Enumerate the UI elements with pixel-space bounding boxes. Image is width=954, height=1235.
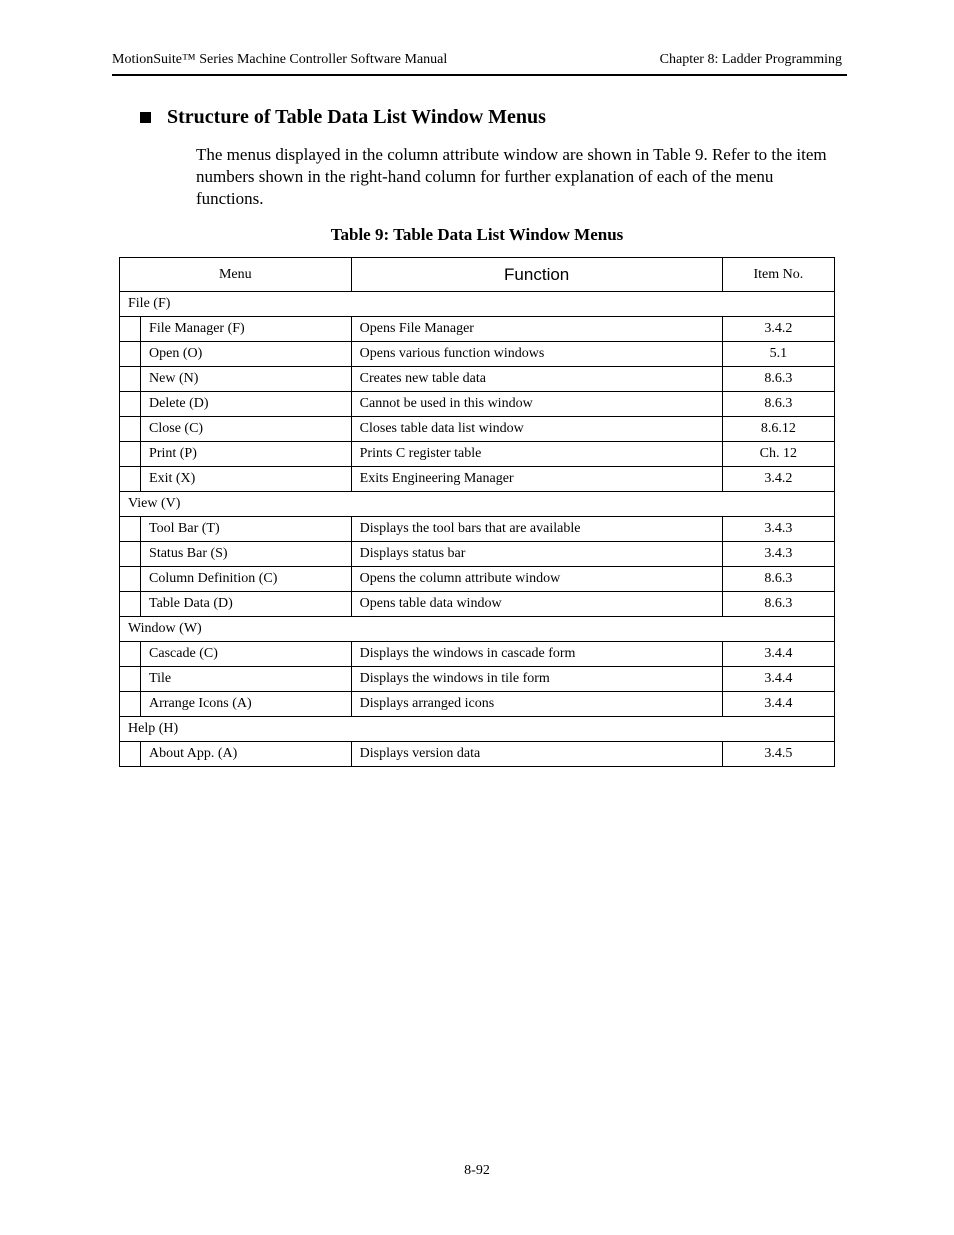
column-header-function: Function xyxy=(351,258,722,292)
header-manual-title: MotionSuite™ Series Machine Controller Software Manual xyxy=(112,52,448,67)
indent-cell xyxy=(120,342,141,367)
menu-item-label: Tool Bar (T) xyxy=(141,517,352,542)
menu-group-label: Help (H) xyxy=(120,717,835,742)
item-number: 8.6.3 xyxy=(722,567,834,592)
menu-item-label: Status Bar (S) xyxy=(141,542,352,567)
function-description: Exits Engineering Manager xyxy=(351,467,722,492)
header-chapter: Chapter 8: Ladder Programming xyxy=(659,52,842,67)
item-number: 8.6.3 xyxy=(722,392,834,417)
item-number: 8.6.3 xyxy=(722,367,834,392)
table-row xyxy=(120,592,835,617)
function-description: Closes table data list window xyxy=(351,417,722,442)
table-caption: Table 9: Table Data List Window Menus xyxy=(330,225,624,244)
function-description: Displays arranged icons xyxy=(351,692,722,717)
menu-item-label: New (N) xyxy=(141,367,352,392)
page-number: 8-92 xyxy=(464,1163,490,1178)
indent-cell xyxy=(120,592,141,617)
function-description: Displays status bar xyxy=(351,542,722,567)
function-description: Prints C register table xyxy=(351,442,722,467)
item-number: 3.4.4 xyxy=(722,642,834,667)
table-row xyxy=(120,667,835,692)
menu-group-row xyxy=(120,617,835,642)
item-number: Ch. 12 xyxy=(722,442,834,467)
menu-item-label: Close (C) xyxy=(141,417,352,442)
menu-table-body xyxy=(120,258,835,767)
column-header-menu: Menu xyxy=(120,258,352,292)
indent-cell xyxy=(120,417,141,442)
column-header-item-no: Item No. xyxy=(722,258,834,292)
table-row xyxy=(120,367,835,392)
table-header-row xyxy=(120,258,835,292)
item-number: 8.6.3 xyxy=(722,592,834,617)
table-row xyxy=(120,342,835,367)
menu-table xyxy=(119,257,835,767)
function-description: Opens the column attribute window xyxy=(351,567,722,592)
function-description: Displays the windows in tile form xyxy=(351,667,722,692)
function-description: Opens table data window xyxy=(351,592,722,617)
indent-cell xyxy=(120,742,141,767)
indent-cell xyxy=(120,517,141,542)
table-row xyxy=(120,692,835,717)
table-row xyxy=(120,417,835,442)
item-number: 3.4.3 xyxy=(722,542,834,567)
table-row xyxy=(120,392,835,417)
item-number: 8.6.12 xyxy=(722,417,834,442)
menu-item-label: Tile xyxy=(141,667,352,692)
item-number: 3.4.3 xyxy=(722,517,834,542)
menu-group-label: Window (W) xyxy=(120,617,835,642)
table-row xyxy=(120,467,835,492)
section-title: Structure of Table Data List Window Menus xyxy=(167,106,546,128)
function-description: Cannot be used in this window xyxy=(351,392,722,417)
intro-paragraph: The menus displayed in the column attribute window are shown in Table 9. Refer to the item numbers shown in the right-hand column for further explanation of each of the menu functions. xyxy=(196,145,827,208)
indent-cell xyxy=(120,667,141,692)
function-description: Opens various function windows xyxy=(351,342,722,367)
menu-group-label: View (V) xyxy=(120,492,835,517)
function-description: Opens File Manager xyxy=(351,317,722,342)
menu-item-label: Print (P) xyxy=(141,442,352,467)
square-bullet-icon xyxy=(140,112,151,123)
item-number: 3.4.5 xyxy=(722,742,834,767)
menu-item-label: Column Definition (C) xyxy=(141,567,352,592)
page-header xyxy=(112,52,847,76)
indent-cell xyxy=(120,692,141,717)
table-row xyxy=(120,317,835,342)
table-row xyxy=(120,517,835,542)
indent-cell xyxy=(120,467,141,492)
item-number: 5.1 xyxy=(722,342,834,367)
function-description: Displays the tool bars that are available xyxy=(351,517,722,542)
indent-cell xyxy=(120,317,141,342)
item-number: 3.4.2 xyxy=(722,317,834,342)
item-number: 3.4.4 xyxy=(722,692,834,717)
indent-cell xyxy=(120,542,141,567)
item-number: 3.4.2 xyxy=(722,467,834,492)
menu-group-row xyxy=(120,717,835,742)
section-heading xyxy=(140,106,546,129)
menu-group-row xyxy=(120,492,835,517)
table-row xyxy=(120,442,835,467)
indent-cell xyxy=(120,367,141,392)
indent-cell xyxy=(120,392,141,417)
menu-item-label: Arrange Icons (A) xyxy=(141,692,352,717)
menu-item-label: Exit (X) xyxy=(141,467,352,492)
function-description: Creates new table data xyxy=(351,367,722,392)
function-description: Displays the windows in cascade form xyxy=(351,642,722,667)
menu-group-row xyxy=(120,292,835,317)
item-number: 3.4.4 xyxy=(722,667,834,692)
indent-cell xyxy=(120,442,141,467)
indent-cell xyxy=(120,567,141,592)
menu-item-label: About App. (A) xyxy=(141,742,352,767)
table-row xyxy=(120,567,835,592)
menu-item-label: Delete (D) xyxy=(141,392,352,417)
table-row xyxy=(120,742,835,767)
menu-item-label: File Manager (F) xyxy=(141,317,352,342)
function-description: Displays version data xyxy=(351,742,722,767)
menu-item-label: Table Data (D) xyxy=(141,592,352,617)
indent-cell xyxy=(120,642,141,667)
menu-item-label: Cascade (C) xyxy=(141,642,352,667)
table-row xyxy=(120,542,835,567)
table-row xyxy=(120,642,835,667)
menu-group-label: File (F) xyxy=(120,292,835,317)
menu-item-label: Open (O) xyxy=(141,342,352,367)
